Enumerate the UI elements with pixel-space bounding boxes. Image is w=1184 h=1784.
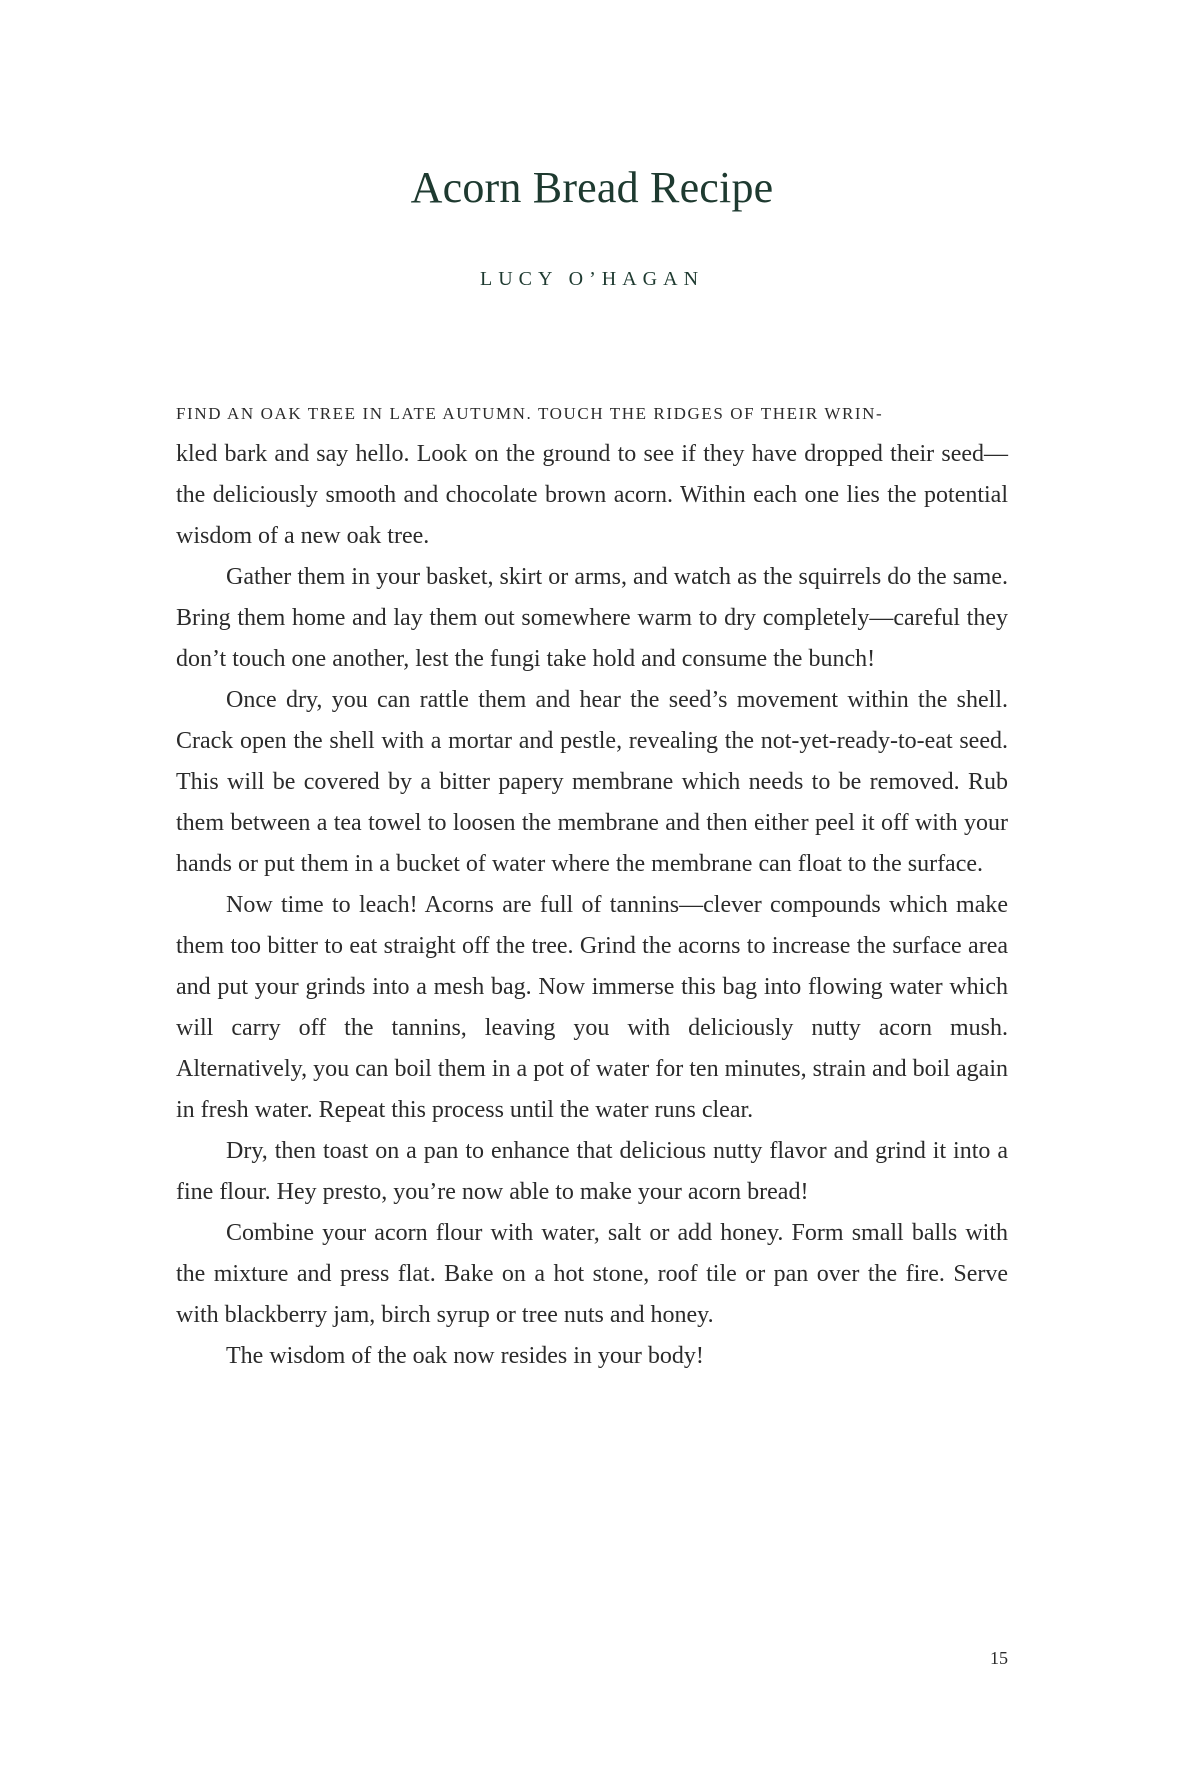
paragraph-text: kled bark and say hello. Look on the ground to see if they have dropped their seed—the deliciously smooth and chocolate brown acorn. Within each one lies the potential wisdom of a new oak tree. bbox=[176, 441, 1008, 549]
paragraph-3: Once dry, you can rattle them and hear the seed’s movement within the shell. Crack open the shell with a mortar and pestle, revealing the not-yet-ready-to-eat seed. This will be covered by a bitter papery membrane which needs to be removed. Rub them between a tea towel to loosen the membrane and then either peel it off with your hands or put them in a bucket of water where the membrane can float to the surface. bbox=[176, 687, 1008, 877]
paragraph-2: Gather them in your basket, skirt or arms, and watch as the squirrels do the same. Bring them home and lay them out somewhere warm to dry completely—careful they don’t touch one another, lest the fungi take hold and consume the bunch! bbox=[176, 564, 1008, 672]
lead-in-small-caps: FIND AN OAK TREE IN LATE AUTUMN. TOUCH THE RIDGES OF THEIR WRIN- bbox=[176, 404, 884, 423]
recipe-body bbox=[176, 392, 1008, 1377]
paragraph-5: Dry, then toast on a pan to enhance that delicious nutty flavor and grind it into a fine flour. Hey presto, you’re now able to make your acorn bread! bbox=[176, 1138, 1008, 1205]
page-title: Acorn Bread Recipe bbox=[410, 163, 774, 212]
paragraph-6: Combine your acorn flour with water, salt or add honey. Form small balls with the mixture and press flat. Bake on a hot stone, roof tile or pan over the fire. Serve with blackberry jam, birch syrup or tree nuts and honey. bbox=[176, 1220, 1008, 1328]
paragraph-1 bbox=[176, 392, 1008, 557]
paragraph-4: Now time to leach! Acorns are full of tannins—clever compounds which make them too bitter to eat straight off the tree. Grind the acorns to increase the surface area and put your grinds into a mesh bag. Now immerse this bag into flowing water which will carry off the tannins, leaving you with deliciously nutty acorn mush. Alternatively, you can boil them in a pot of water for ten minutes, strain and boil again in fresh water. Repeat this process until the water runs clear. bbox=[176, 892, 1008, 1123]
paragraph-7: The wisdom of the oak now resides in your body! bbox=[226, 1343, 704, 1369]
author-name: LUCY O’HAGAN bbox=[479, 268, 705, 290]
page-number: 15 bbox=[990, 1648, 1008, 1668]
